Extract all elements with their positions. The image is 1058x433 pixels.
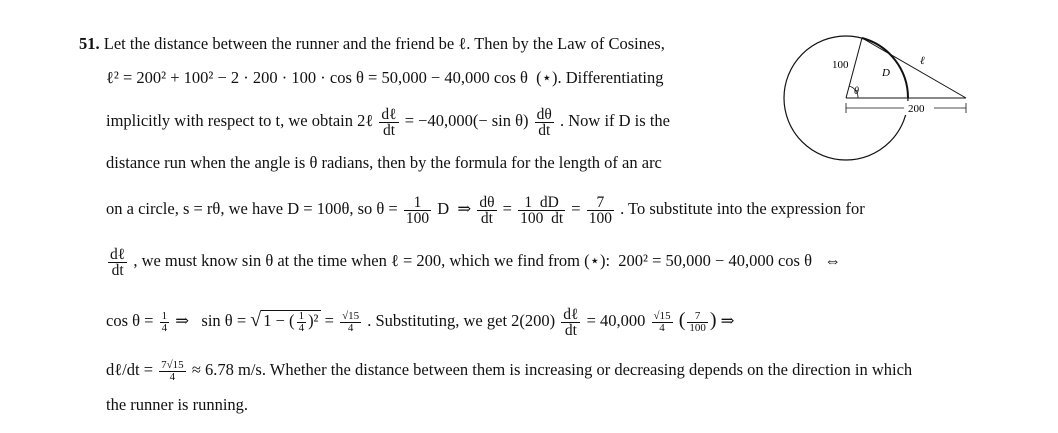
text-line-6 xyxy=(106,244,841,278)
sqrt15-over-4-coef: $\frac{√15}{4}$ xyxy=(653,309,671,334)
line-3c: . Now if D is the xyxy=(559,111,670,130)
label-l: ℓ xyxy=(920,55,925,67)
line-9-text: the runner is running. xyxy=(106,395,249,414)
line-4-text: distance run when the angle is θ radians, then by the formula for the length of an arc xyxy=(106,153,662,172)
line-7a: cos θ = xyxy=(106,311,154,330)
one-over-hundred: $\frac{1}{100}$ xyxy=(405,193,430,227)
line-5d: = xyxy=(571,199,581,218)
label-100: 100 xyxy=(832,59,849,71)
text-line-4 xyxy=(106,153,662,173)
line-5a: on a circle, s = rθ, we have D = 100θ, so θ = xyxy=(106,199,398,218)
line-8a: dℓ/dt = xyxy=(106,360,154,379)
text-line-2 xyxy=(106,68,664,88)
text-line-7: cos θ = $\frac{1}{4}$ ⇒ sin θ = √ 1 − ( $\frac{1}{4}$ )² = $\frac{√15}{4}$ . Substituting, we get 2(200) $\frac{\text{dℓ}}{dt}$ = 40,000 $\frac{√15}{4}$ ( $\frac{7}{100}$ ) ⇒ xyxy=(106,305,735,339)
line-5c: = xyxy=(502,199,512,218)
line-2-text: ℓ² = 200² + 100² − 2 · 200 · 100 · cos θ = 50,000 − 40,000 cos θ (⋆). Differentiating xyxy=(106,68,664,87)
distance-l-line xyxy=(862,38,966,98)
sqrt-sign: √ xyxy=(250,309,262,331)
text-line-8 xyxy=(106,357,912,383)
text-line-5 xyxy=(106,192,865,226)
line-5e: . To substitute into the expression for xyxy=(620,199,865,218)
line-7h: ⇒ xyxy=(720,311,735,330)
text-line-3 xyxy=(106,104,670,138)
dl-dt-fraction-2: $\frac{\text{dℓ}}{dt}$ xyxy=(110,245,126,279)
label-D: D xyxy=(882,67,890,79)
seven-over-hundred-small: $\frac{7}{100}$ xyxy=(689,309,706,334)
line-1-text: Let the distance between the runner and the friend be ℓ. Then by the Law of Cosines, xyxy=(103,34,665,53)
text-line-1 xyxy=(79,34,665,54)
dl-dt-fraction: $\frac{\text{dℓ}}{dt}$ xyxy=(381,105,397,139)
radicand: 1 − ( $\frac{1}{4}$ )² xyxy=(263,309,319,334)
line-7f: . Substituting, we get 2(200) xyxy=(367,311,556,330)
dtheta-dt-fraction: $\frac{d\theta}{dt}$ xyxy=(536,105,552,139)
one-hundred-dD-dt: $\frac{1 dD}{100 dt}$ xyxy=(520,193,564,227)
line-8b: ≈ 6.78 m/s. Whether the distance between them is increasing or decreasing depends on the direction in which xyxy=(191,360,913,379)
label-theta: θ xyxy=(854,86,859,97)
problem-number: 51. xyxy=(79,34,100,53)
line-3b: = −40,000(− sin θ) xyxy=(404,111,529,130)
line-5b: D ⇒ xyxy=(437,199,472,218)
geometry-diagram xyxy=(780,30,980,165)
line-6a: , we must know sin θ at the time when ℓ = 200, which we find from (⋆): 200² = 50,000 − 40,000 cos θ ⇔ xyxy=(133,251,841,270)
text-line-9 xyxy=(106,395,248,415)
seven-over-hundred: $\frac{7}{100}$ xyxy=(588,193,612,227)
sqrt15-over-4: $\frac{√15}{4}$ xyxy=(342,309,360,334)
dtheta-dt-fraction-2: $\frac{d\theta}{dt}$ xyxy=(479,193,495,227)
label-200: 200 xyxy=(908,103,925,115)
seven-sqrt15-over-4: $\frac{7√15}{4}$ xyxy=(161,358,184,383)
one-quarter: $\frac{1}{4}$ xyxy=(161,309,168,334)
line-7g: = 40,000 xyxy=(586,311,646,330)
dl-dt-fraction-3: $\frac{\text{dℓ}}{dt}$ xyxy=(563,305,579,339)
line-7e: = xyxy=(324,311,334,330)
line-7b: ⇒ sin θ = xyxy=(175,311,247,330)
line-3a: implicitly with respect to t, we obtain 2ℓ xyxy=(106,111,374,130)
